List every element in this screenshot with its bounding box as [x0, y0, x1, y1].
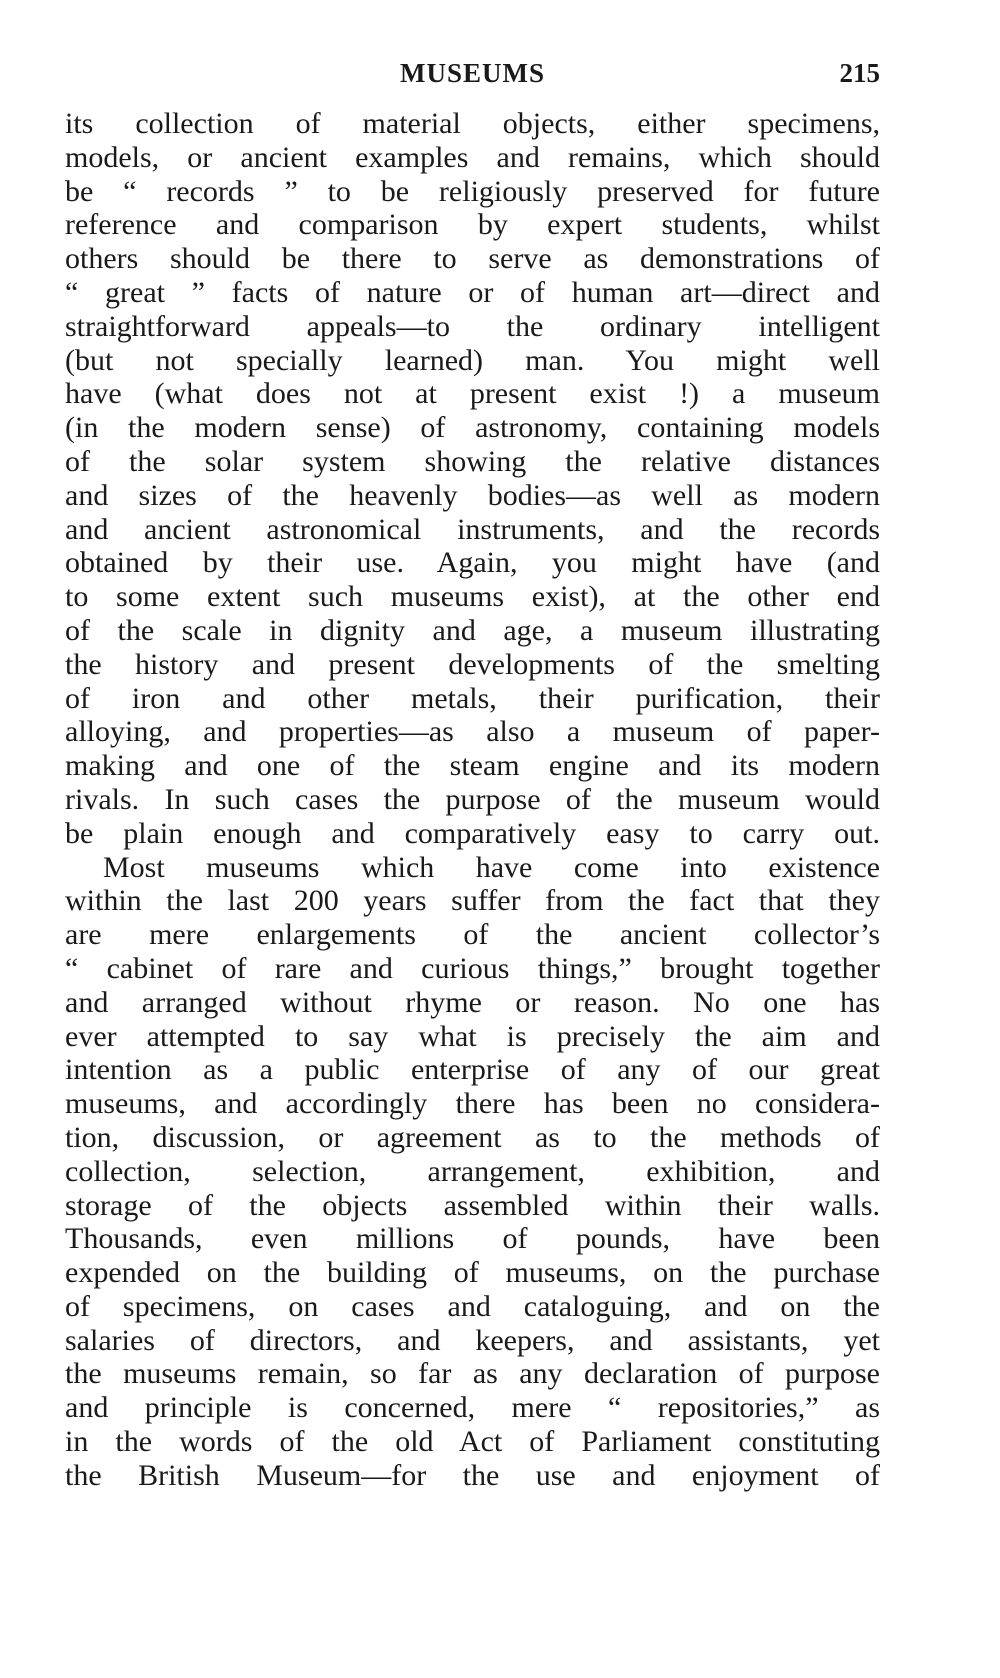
text-line: making and one of the steam engine and its modern [65, 749, 880, 783]
text-line: expended on the building of museums, on the purchase [65, 1256, 880, 1290]
text-line: straightforward appeals—to the ordinary intelligent [65, 309, 880, 343]
text-line: of the solar system showing the relative distances [65, 444, 880, 478]
text-line: obtained by their use. Again, you might have (and [65, 546, 880, 580]
text-line: and principle is concerned, mere “ repositories,” as [65, 1391, 880, 1425]
text-line: Most museums which have come into existence [103, 850, 880, 884]
text-line: have (what does not at present exist !) a museum [65, 377, 880, 411]
text-line: “ great ” facts of nature or of human art—direct and [65, 275, 880, 309]
text-line: (in the modern sense) of astronomy, containing models [65, 411, 880, 445]
text-line: models, or ancient examples and remains, which should [65, 140, 880, 174]
text-line: in the words of the old Act of Parliament constituting [65, 1425, 880, 1459]
text-line: (but not specially learned) man. You might well [65, 343, 880, 377]
text-line: of iron and other metals, their purification, their [65, 681, 880, 715]
text-line: intention as a public enterprise of any of our great [65, 1053, 880, 1087]
text-line: salaries of directors, and keepers, and assistants, yet [65, 1323, 880, 1357]
page-number: 215 [839, 58, 880, 88]
text-line: collection, selection, arrangement, exhibition, and [65, 1154, 880, 1188]
text-line: the British Museum—for the use and enjoyment of [65, 1458, 880, 1492]
text-line: be plain enough and comparatively easy to carry out. [65, 816, 880, 850]
text-line: ever attempted to say what is precisely the aim and [65, 1019, 880, 1053]
body-text [65, 107, 880, 1493]
text-line: alloying, and properties—as also a museum of paper- [65, 715, 880, 749]
text-line: are mere enlargements of the ancient collector’s [65, 918, 880, 952]
text-line: be “ records ” to be religiously preserved for future [65, 174, 880, 208]
text-line: and sizes of the heavenly bodies—as well as modern [65, 478, 880, 512]
text-line: its collection of material objects, either specimens, [65, 107, 880, 140]
text-line: museums, and accordingly there has been no considera- [65, 1087, 880, 1121]
text-line: Thousands, even millions of pounds, have been [65, 1222, 880, 1256]
text-line: rivals. In such cases the purpose of the museum would [65, 782, 880, 816]
text-line: “ cabinet of rare and curious things,” brought together [65, 951, 880, 985]
text-line: others should be there to serve as demonstrations of [65, 242, 880, 276]
text-line: and arranged without rhyme or reason. No one has [65, 985, 880, 1019]
text-line: tion, discussion, or agreement as to the methods of [65, 1120, 880, 1154]
page-header [65, 58, 880, 94]
text-line: within the last 200 years suffer from the fact that they [65, 884, 880, 918]
text-line: the museums remain, so far as any declaration of purpose [65, 1357, 880, 1391]
text-line: of the scale in dignity and age, a museum illustrating [65, 613, 880, 647]
text-line: the history and present developments of the smelting [65, 647, 880, 681]
text-line: to some extent such museums exist), at the other end [65, 580, 880, 614]
text-line: storage of the objects assembled within their walls. [65, 1188, 880, 1222]
running-title: MUSEUMS [399, 58, 545, 88]
text-line: of specimens, on cases and cataloguing, and on the [65, 1289, 880, 1323]
text-line: and ancient astronomical instruments, and the records [65, 512, 880, 546]
text-line: reference and comparison by expert students, whilst [65, 208, 880, 242]
